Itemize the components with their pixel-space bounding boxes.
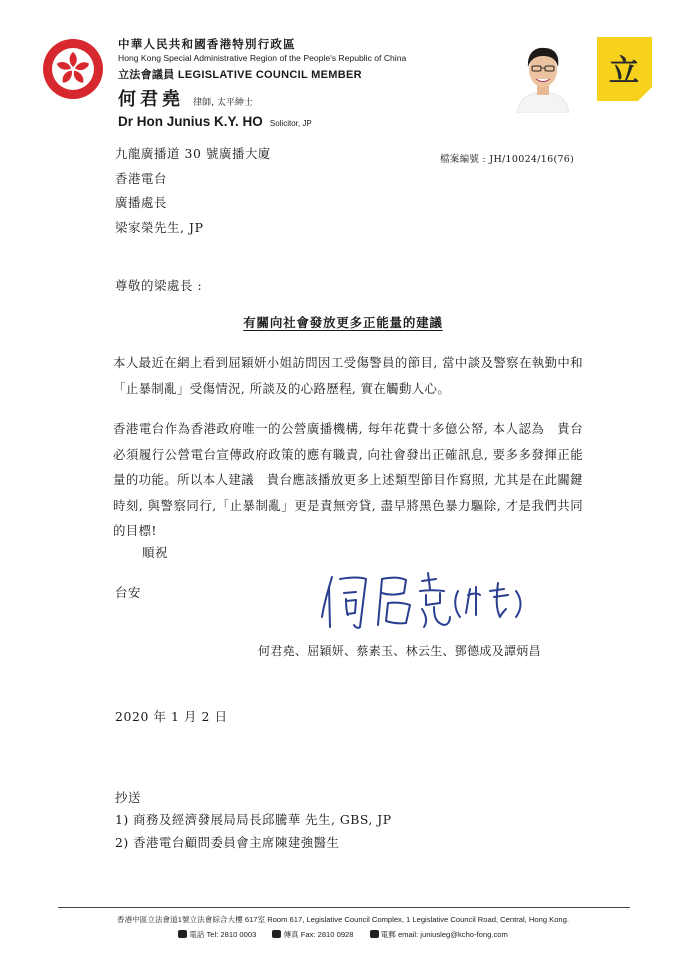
- phone-icon: [178, 930, 187, 938]
- signatories: 何君堯、屈穎妍、蔡素玉、林云生、鄧德成及譚炳昌: [258, 644, 541, 658]
- name-row-zh: [118, 85, 412, 111]
- member-line: 立法會議員 LEGISLATIVE COUNCIL MEMBER: [118, 69, 362, 81]
- salutation: 尊敬的梁處長 :: [115, 278, 203, 293]
- member-portrait: [511, 37, 575, 113]
- footer-contact: [0, 929, 686, 940]
- recipient-line-3: 廣播處長: [115, 195, 167, 210]
- recipient-address: [115, 142, 271, 240]
- subject-line: [0, 313, 686, 331]
- handwritten-signature: [318, 565, 558, 635]
- recipient-line-1: 九龍廣播道 30 號廣播大廈: [115, 146, 271, 161]
- body-paragraph-2: 香港電台作為香港政府唯一的公營廣播機構, 每年花費十多億公帑, 本人認為 貴台必須履行公營電台宣傳政府政策的應有職責, 向社會發出正確訊息, 要多多發揮正能量的功能。所以本人建議 貴台應該播放更多上述類型節目作寫照, 尤其是在此關鍵時刻, 與警察同行,「止暴制亂」更是責無旁貸, 盡早將黑色暴力驅除, 才是我們共同的目標!: [113, 421, 583, 538]
- recipient-line-2: 香港電台: [115, 170, 167, 186]
- title-zh: 律師, 太平紳士: [193, 98, 253, 108]
- letter-date: 2020 年 1 月 2 日: [115, 709, 228, 724]
- footer-tel: [178, 930, 256, 939]
- party-logo-text: 立: [609, 54, 639, 89]
- footer-fax-text: 傳真 Fax: 2810 0928: [283, 930, 354, 939]
- cc-item: 1) 商務及經濟發展局局長邱騰華 先生, GBS, JP: [115, 812, 392, 827]
- hksar-emblem-icon: [42, 38, 104, 100]
- footer-address: 香港中區立法會道1號立法會綜合大樓 617室 Room 617, Legislative Council Complex, 1 Legislative Council Road, Central, Hong Kong.: [116, 915, 569, 924]
- title-en: Solicitor, JP: [269, 119, 312, 128]
- closing-line-2: 台安: [115, 585, 141, 600]
- party-logo: [597, 37, 652, 101]
- party-logo-icon: [597, 37, 652, 101]
- footer-tel-text: 電話 Tel: 2810 0003: [189, 930, 257, 939]
- footer-email: [370, 930, 508, 939]
- body-paragraph-1: 本人最近在網上看到屈穎妍小姐訪問因工受傷警員的節目, 當中談及警察在執勤中和「止暴制亂」受傷情況, 所談及的心路歷程, 實在觸動人心。: [113, 355, 583, 396]
- name-row-en: [118, 111, 412, 130]
- recipient-line-4: 梁家榮先生, JP: [115, 219, 204, 235]
- cc-label: 抄送: [115, 790, 141, 805]
- closing-line-1: 順祝: [142, 545, 168, 560]
- name-en: Dr Hon Junius K.Y. HO: [118, 114, 263, 129]
- footer-fax: [272, 930, 353, 939]
- government-name-en: Hong Kong Special Administrative Region of the People's Republic of China: [118, 53, 407, 63]
- letterhead: [112, 36, 412, 130]
- file-reference: 檔案編號 : JH/10024/16(76): [440, 154, 575, 165]
- fax-icon: [272, 930, 281, 938]
- name-zh: 何君堯: [118, 89, 184, 110]
- government-name-zh: 中華人民共和國香港特別行政區: [118, 37, 296, 51]
- footer-divider: [58, 907, 630, 908]
- footer-email-text: 電郵 email: juniusleg@kcho-fong.com: [380, 930, 508, 939]
- cc-item: 2) 香港電台顧問委員會主席陳建強醫生: [115, 835, 340, 850]
- subject-text: 有關向社會發放更多正能量的建議: [243, 315, 443, 330]
- mail-icon: [370, 930, 379, 938]
